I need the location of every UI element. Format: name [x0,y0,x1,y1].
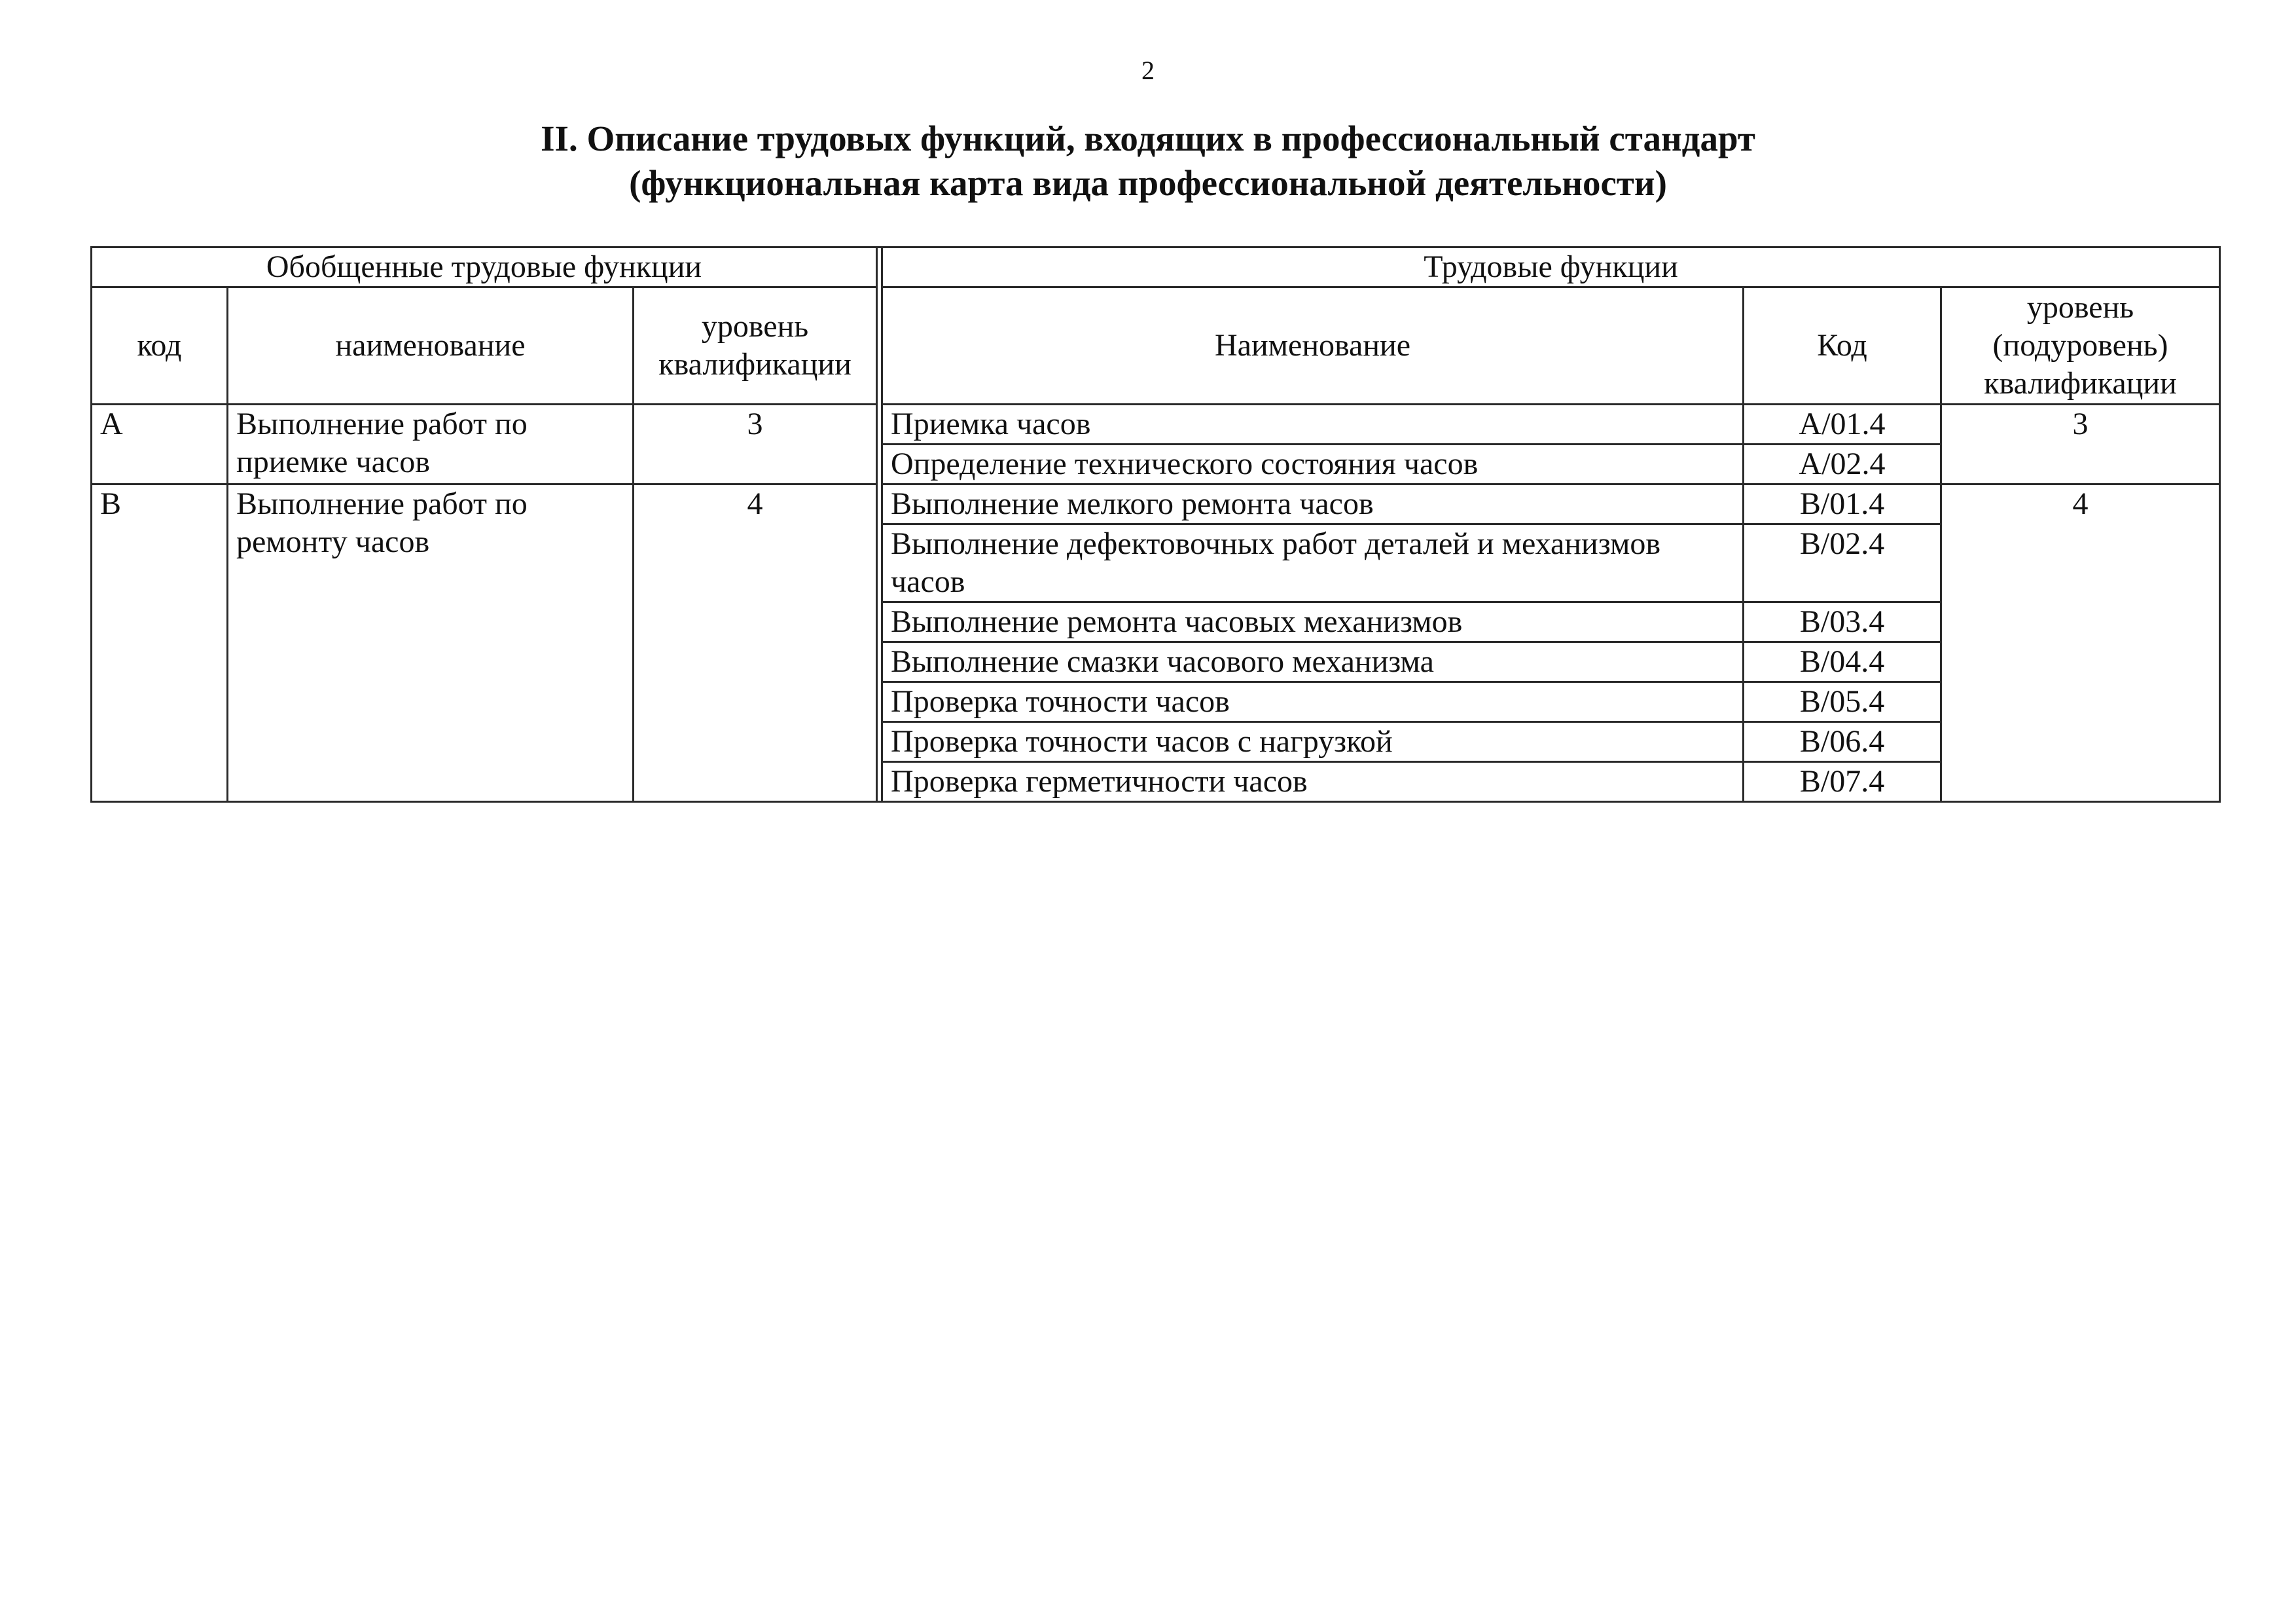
functional-map-table [90,246,2221,803]
header-function-level: уровень (подуровень) квалификации [1941,287,2220,405]
function-name: Приемка часов [882,405,1744,445]
group-name: Выполнение работ по ремонту часов [228,484,634,802]
function-level: 4 [1941,484,2220,802]
section-title-line-2: (функциональная карта вида профессиональной деятельности) [629,163,1667,203]
section-title [0,117,2296,206]
table-row [92,484,2220,524]
function-name: Проверка точности часов с нагрузкой [882,722,1744,762]
function-name: Проверка точности часов [882,682,1744,722]
table-row [92,405,2220,445]
header-function-name: Наименование [882,287,1744,405]
function-code: А/01.4 [1744,405,1941,445]
function-code: В/07.4 [1744,762,1941,802]
group-code: В [92,484,228,802]
function-code: В/02.4 [1744,524,1941,602]
function-code: В/03.4 [1744,602,1941,642]
function-name: Выполнение ремонта часовых механизмов [882,602,1744,642]
function-level: 3 [1941,405,2220,484]
group-header-row [92,247,2220,287]
function-name: Выполнение смазки часового механизма [882,642,1744,682]
function-code: В/06.4 [1744,722,1941,762]
column-header-row [92,287,2220,405]
header-labor-functions: Трудовые функции [882,247,2220,287]
function-name: Проверка герметичности часов [882,762,1744,802]
function-code: В/05.4 [1744,682,1941,722]
function-name: Определение технического состояния часов [882,445,1744,484]
function-code: В/01.4 [1744,484,1941,524]
function-name: Выполнение дефектовочных работ деталей и механизмов часов [882,524,1744,602]
function-code: А/02.4 [1744,445,1941,484]
column-gap [877,247,882,802]
page-number: 2 [1141,56,1155,85]
header-function-code: Код [1744,287,1941,405]
header-code: код [92,287,228,405]
header-level: уровень квалификации [634,287,877,405]
group-name: Выполнение работ по приемке часов [228,405,634,484]
header-generalized-functions: Обобщенные трудовые функции [92,247,877,287]
function-name: Выполнение мелкого ремонта часов [882,484,1744,524]
group-code: А [92,405,228,484]
group-level: 3 [634,405,877,484]
function-code: В/04.4 [1744,642,1941,682]
header-name: наименование [228,287,634,405]
section-title-line-1: II. Описание трудовых функций, входящих в профессиональный стандарт [541,119,1755,158]
group-level: 4 [634,484,877,802]
